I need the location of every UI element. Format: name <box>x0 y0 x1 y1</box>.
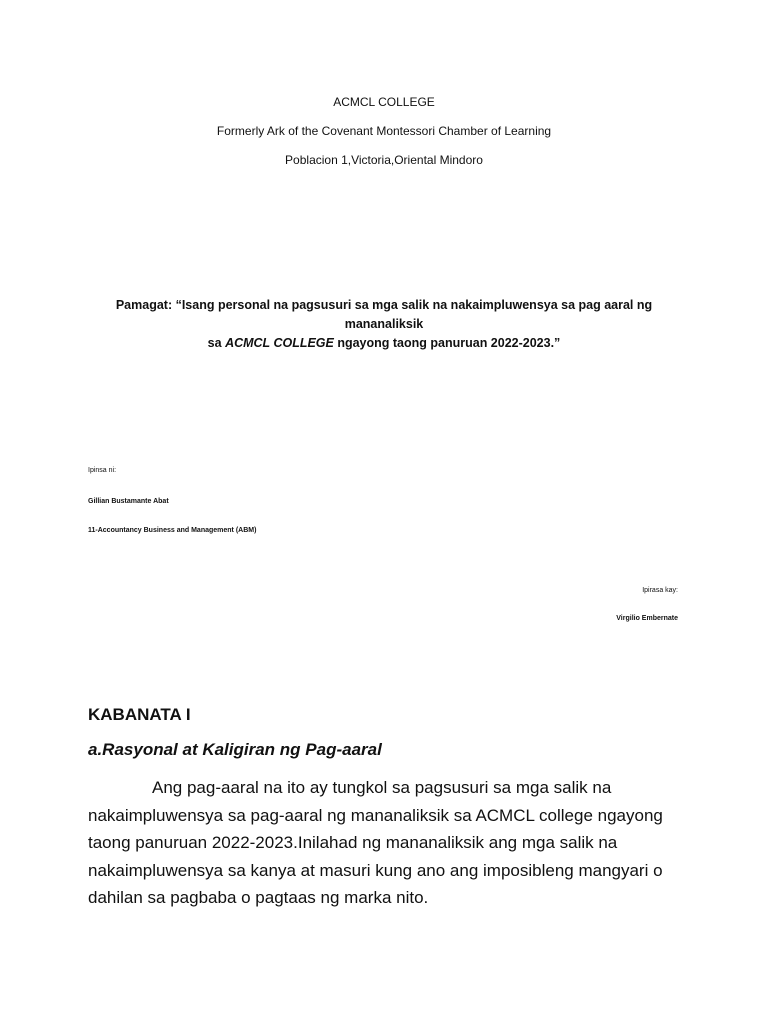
school-address: Poblacion 1,Victoria,Oriental Mindoro <box>285 153 483 167</box>
former-school-name: Formerly Ark of the Covenant Montessori Chamber of Learning <box>216 124 552 138</box>
student-strand: 11-Accountancy Business and Management (ABM) <box>88 527 257 534</box>
chapter-heading: KABANATA I <box>88 705 191 724</box>
student-name: Gillian Bustamante Abat <box>88 498 169 505</box>
research-title-school: ACMCL COLLEGE <box>225 336 334 350</box>
submitted-to-label: Ipirasa kay: <box>642 587 678 594</box>
research-title <box>80 296 688 353</box>
research-title-suffix: ngayong taong panuruan 2022-2023.” <box>333 336 561 350</box>
body-paragraph: Ang pag-aaral na ito ay tungkol sa pagsusuri sa mga salik na nakaimpluwensya sa pag-aaral ng mananaliksik sa ACMCL college ngayong taong panuruan 2022-2023.Inilahad ng mananaliksik ang mga salik na nakaimpluwensya sa kanya at masuri kung ano ang imposibleng mangyari o dahilan sa pagbaba o pagtaas ng marka nito. <box>88 778 663 907</box>
research-title-line2 <box>80 334 688 353</box>
teacher-name: Virgilio Embernate <box>616 615 678 622</box>
school-name: ACMCL COLLEGE <box>333 95 435 109</box>
submitted-by-label: Ipinsa ni: <box>88 467 117 474</box>
research-title-prefix: sa <box>207 336 226 350</box>
section-heading: a.Rasyonal at Kaligiran ng Pag-aaral <box>88 740 382 759</box>
research-title-line1: Pamagat: “Isang personal na pagsusuri sa mga salik na nakaimpluwensya sa pag aaral ng mananaliksik <box>115 298 653 331</box>
